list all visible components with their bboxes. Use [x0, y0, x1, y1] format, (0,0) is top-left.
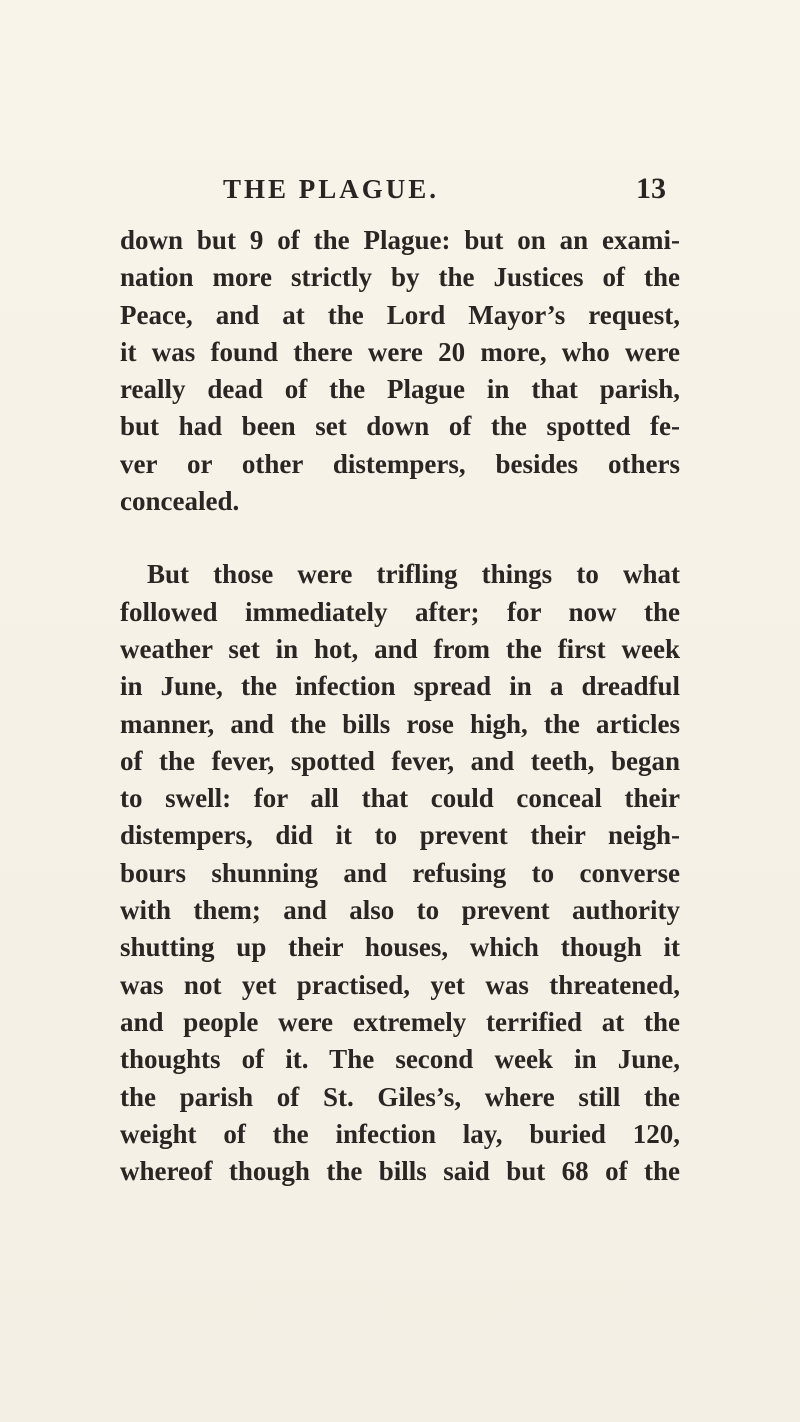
text-line: manner, and the bills rose high, the articles [120, 708, 680, 739]
text-line: thoughts of it. The second week in June, [120, 1044, 680, 1075]
text-line: nation more strictly by the Justices of the [120, 262, 680, 293]
text-line: But those were trifling things to what [147, 559, 680, 590]
text-line: it was found there were 20 more, who were [120, 336, 680, 367]
page-number: 13 [636, 172, 666, 205]
text-line: in June, the infection spread in a dreadful [120, 671, 680, 702]
text-line: of the fever, spotted fever, and teeth, began [120, 745, 680, 776]
paragraph-1 [120, 222, 680, 520]
text-line: with them; and also to prevent authority [120, 895, 680, 926]
text-line: down but 9 of the Plague: but on an exami- [120, 225, 680, 255]
text-line: really dead of the Plague in that parish, [120, 374, 680, 405]
page-header [120, 173, 680, 213]
text-line: bours shunning and refusing to converse [120, 857, 680, 888]
text-line: concealed. [120, 486, 240, 517]
running-title: THE PLAGUE. [223, 174, 440, 204]
paragraph-2 [120, 556, 680, 1190]
text-line: weight of the infection lay, buried 120, [120, 1118, 680, 1149]
text-line: Peace, and at the Lord Mayor’s request, [120, 299, 680, 330]
text-line: was not yet practised, yet was threatened, [120, 969, 680, 1000]
body-text [120, 222, 680, 1190]
text-line: and people were extremely terrified at the [120, 1006, 680, 1037]
text-line: but had been set down of the spotted fe- [120, 411, 680, 442]
text-line: distempers, did it to prevent their neigh- [120, 820, 680, 851]
text-line: weather set in hot, and from the first week [120, 633, 680, 664]
text-line: followed immediately after; for now the [120, 596, 680, 627]
paragraph-gap [120, 520, 680, 556]
text-line: to swell: for all that could conceal their [120, 783, 680, 814]
text-line: whereof though the bills said but 68 of the [120, 1156, 680, 1187]
text-line: the parish of St. Giles’s, where still the [120, 1081, 680, 1112]
text-line: shutting up their houses, which though it [120, 932, 680, 963]
text-line: ver or other distempers, besides others [120, 448, 680, 479]
